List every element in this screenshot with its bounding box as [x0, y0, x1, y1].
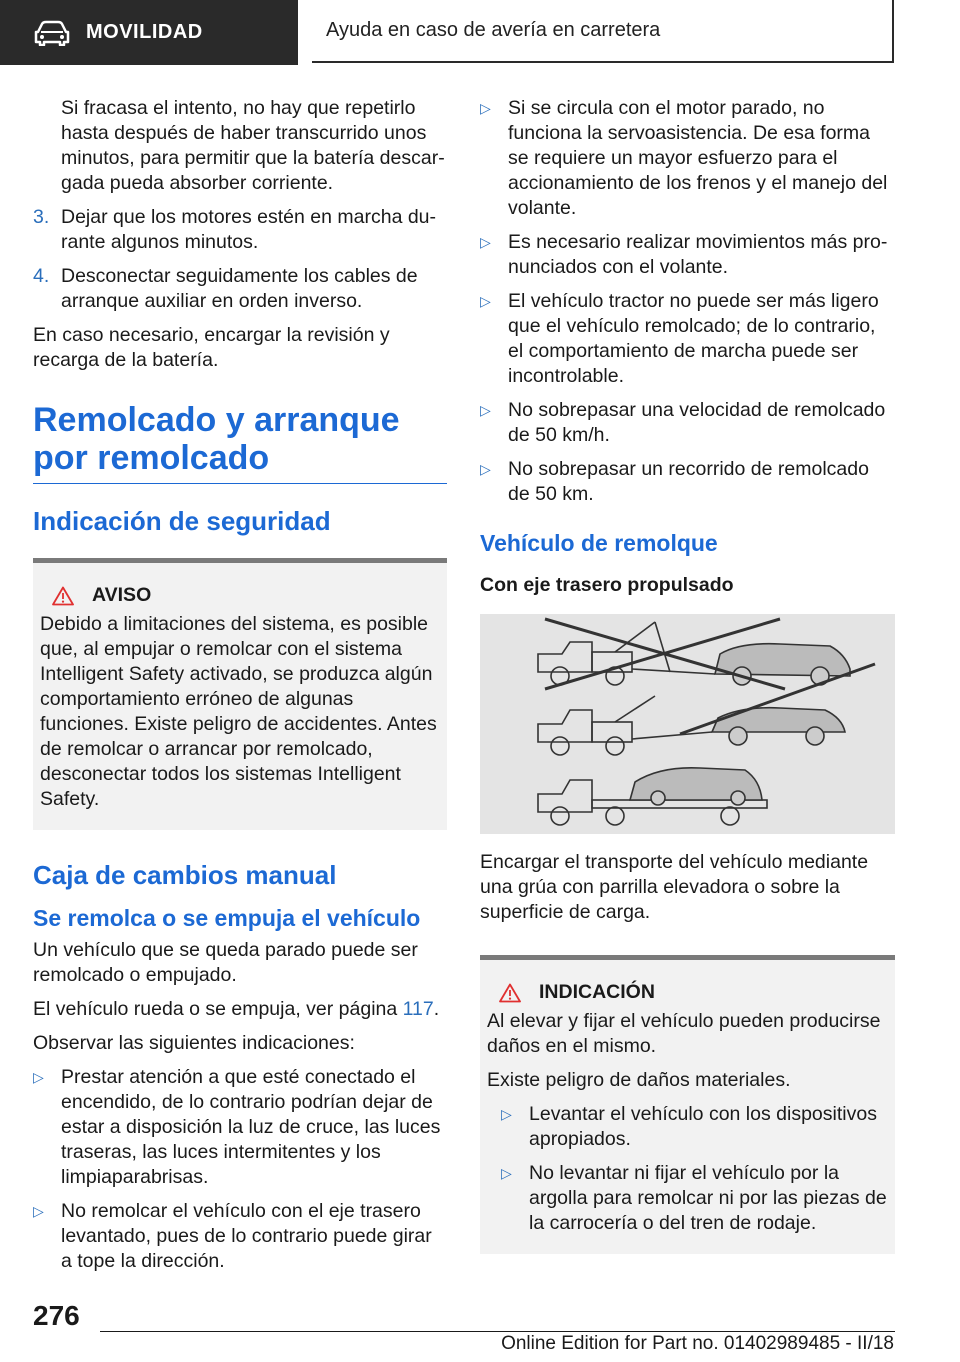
list-item-text: El vehículo tractor no puede ser más ligero que el vehículo remolcado; de lo contrario, el comportamiento de marcha puede ser incontrolable. [508, 290, 879, 387]
triangle-bullet-icon: ▷ [33, 1069, 44, 1085]
instructions-intro: Observar las siguientes indicaciones: [33, 1032, 355, 1054]
intro-paragraph: Si fracasa el intento, no hay que repetirlo hasta después de haber transcurrido unos minutos, para permitir que la batería descargada pueda absorber corriente. [61, 97, 445, 194]
warning-box [33, 558, 447, 830]
figure-caption: Encargar el transporte del vehículo mediante una grúa con parrilla elevadora o sobre la superficie de carga. [480, 851, 869, 923]
list-item [487, 1102, 888, 1152]
list-item [487, 1161, 888, 1236]
list-item-text: Levantar el vehículo con los dispositivos apropiados. [529, 1103, 877, 1150]
push-heading: Se remolca o se empuja el vehículo [33, 905, 421, 931]
list-item-text: No levantar ni fijar el vehículo por la argolla para remolcar ni por las piezas de la carrocería o del tren de rodaje. [529, 1162, 887, 1234]
list-item-text: Es necesario realizar movimientos más pronunciados con el volante. [508, 231, 888, 278]
step-number: 4. [33, 265, 50, 287]
section-title: MOVILIDAD [86, 21, 203, 43]
car-icon [34, 20, 70, 46]
triangle-bullet-icon: ▷ [33, 1203, 44, 1219]
towing-illustration [480, 614, 895, 834]
page-ref-text: El vehículo rueda o se empuja, ver página [33, 998, 403, 1020]
chapter-heading: Remolcado y arranque por remolcado [33, 401, 447, 484]
notice-paragraph: Al elevar y fijar el vehículo pueden producirse daños en el mismo. [487, 1010, 881, 1057]
list-item-text: Prestar atención a que esté conectado el encendido, de lo contrario podrían dejar de estar a disposición la luz de cruce, las luces traseras, las luces intermitentes y los limpiaparabrisas. [61, 1066, 441, 1188]
push-paragraph: Un vehículo que se queda parado puede ser remolcado o empujado. [33, 939, 418, 986]
triangle-bullet-icon: ▷ [480, 293, 491, 309]
trailer-heading: Vehículo de remolque [480, 530, 718, 556]
notice-paragraph: Existe peligro de daños materiales. [487, 1069, 791, 1091]
list-item [480, 457, 895, 507]
step-text: Desconectar seguidamente los cables de arranque auxiliar en orden inverso. [61, 265, 418, 312]
warning-triangle-icon [499, 983, 521, 1003]
list-item-text: Si se circula con el motor parado, no funciona la servoasistencia. De esa forma se requiere un mayor esfuerzo para el accionamiento de los frenos y el manejo del volante. [508, 97, 888, 219]
step-number: 3. [33, 206, 50, 228]
warning-triangle-icon [52, 586, 74, 606]
notice-box [480, 955, 895, 1254]
page-ref-end: . [433, 998, 440, 1020]
manual-gearbox-heading: Caja de cambios manual [33, 860, 337, 890]
left-column [33, 96, 447, 1283]
list-item [480, 96, 895, 221]
page-link[interactable]: 117 [402, 998, 434, 1020]
footer-divider [100, 1331, 895, 1332]
rear-axle-heading: Con eje trasero propulsado [480, 574, 734, 596]
list-item-text: No remolcar el vehículo con el eje trasero levantado, pues de lo contrario puede girar a tope la dirección. [61, 1200, 432, 1272]
warning-label: AVISO [92, 584, 152, 606]
step-item [33, 264, 447, 314]
list-item [33, 1065, 447, 1190]
section-tab [0, 0, 298, 65]
list-item [480, 230, 895, 280]
step-item [33, 205, 447, 255]
list-item [480, 289, 895, 389]
footer-edition: Online Edition for Part no. 01402989485 - II/18 [501, 1333, 894, 1354]
list-item-text: No sobrepasar una velocidad de remolcado de 50 km/h. [508, 399, 886, 446]
warning-header [40, 583, 440, 608]
chapter-header [312, 0, 894, 63]
right-column [480, 96, 895, 1284]
notice-label: INDICACIÓN [539, 981, 655, 1003]
towing-diagram [480, 614, 895, 834]
triangle-bullet-icon: ▷ [480, 461, 491, 477]
list-item-text: No sobrepasar un recorrido de remolcado de 50 km. [508, 458, 869, 505]
list-item [480, 398, 895, 448]
step-text: Dejar que los motores estén en marcha durante algunos minutos. [61, 206, 437, 253]
triangle-bullet-icon: ▷ [480, 100, 491, 116]
triangle-bullet-icon: ▷ [501, 1106, 512, 1122]
page-number: 276 [33, 1300, 80, 1331]
battery-paragraph: En caso necesario, encargar la revisión y recarga de la batería. [33, 324, 390, 371]
page-ref-paragraph [33, 997, 447, 1022]
chapter-title: Ayuda en caso de avería en carretera [326, 19, 661, 41]
notice-header [487, 980, 888, 1005]
list-item [33, 1199, 447, 1274]
safety-heading: Indicación de seguridad [33, 506, 331, 536]
triangle-bullet-icon: ▷ [480, 402, 491, 418]
triangle-bullet-icon: ▷ [501, 1165, 512, 1181]
warning-text: Debido a limitaciones del sistema, es posible que, al empujar o remolcar con el sistema Intelligent Safety activado, se produzca algún comportamiento erróneo de algunas funciones. Existe peligro de accidentes. Antes de remolcar o arrancar por remolcado, desconectar todos los sistemas Intelligent Safety. [40, 613, 437, 810]
triangle-bullet-icon: ▷ [480, 234, 491, 250]
